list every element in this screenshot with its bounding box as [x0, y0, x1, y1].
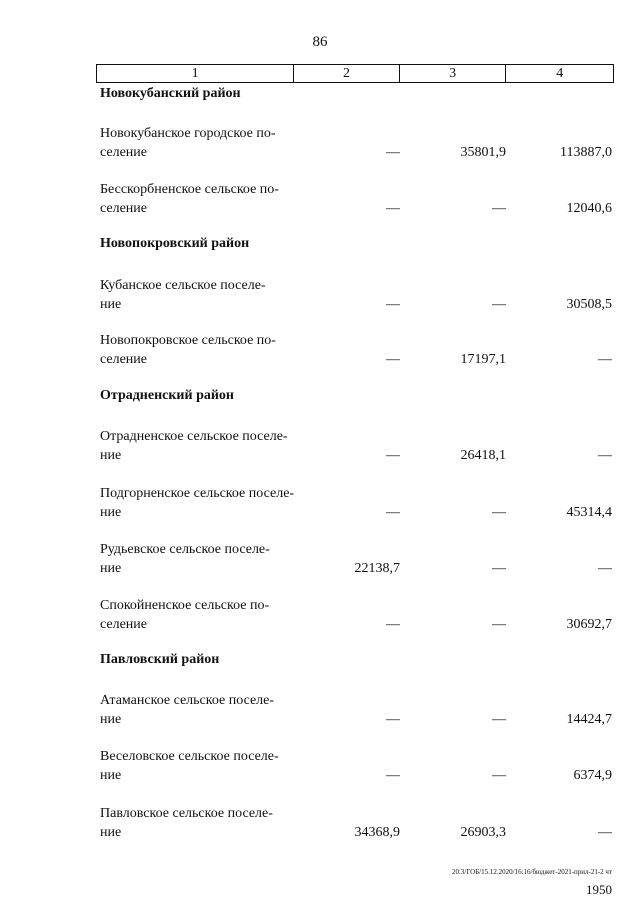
- cell-col-4: —: [598, 561, 612, 576]
- cell-col-2: —: [386, 712, 400, 727]
- district-heading: Новокубанский район: [100, 86, 241, 101]
- cell-col-3: 26903,3: [460, 825, 506, 840]
- table-row: [0, 484, 640, 524]
- settlement-name: Рудьевское сельское поселе- ние: [100, 542, 270, 576]
- page-number: 86: [312, 34, 328, 50]
- settlement-name: Атаманское сельское поселе- ние: [100, 693, 275, 727]
- cell-col-2: 22138,7: [354, 561, 400, 576]
- district-heading: Новопокровский район: [100, 236, 250, 251]
- cell-col-3: —: [492, 617, 506, 632]
- district-heading: Отрадненский район: [100, 388, 234, 403]
- settlement-name: Спокойненское сельское по- селение: [100, 598, 270, 632]
- settlement-name: Новопокровское сельское по- селение: [100, 333, 276, 367]
- cell-col-3: —: [492, 561, 506, 576]
- cell-col-2: —: [386, 448, 400, 463]
- cell-col-2: —: [386, 297, 400, 312]
- cell-col-4: 30508,5: [566, 297, 612, 312]
- table-row: [0, 180, 640, 220]
- cell-col-4: 45314,4: [566, 505, 612, 520]
- cell-col-3: 26418,1: [460, 448, 506, 463]
- cell-col-2: —: [386, 768, 400, 783]
- cell-col-3: 35801,9: [460, 145, 506, 160]
- cell-col-2: —: [386, 145, 400, 160]
- cell-col-2: —: [386, 505, 400, 520]
- cell-col-2: —: [386, 617, 400, 632]
- table-row: [0, 124, 640, 164]
- cell-col-3: —: [492, 201, 506, 216]
- settlement-name: Павловское сельское поселе- ние: [100, 806, 273, 840]
- settlement-name: Отрадненское сельское поселе- ние: [100, 429, 288, 463]
- sheet-number: 1950: [586, 882, 612, 897]
- cell-col-2: —: [386, 352, 400, 367]
- cell-col-3: —: [492, 768, 506, 783]
- header-col-1: 1: [97, 65, 294, 82]
- table-row: [0, 747, 640, 787]
- table-row: [0, 691, 640, 731]
- settlement-name: Подгорненское сельское поселе- ние: [100, 486, 295, 520]
- cell-col-2: —: [386, 201, 400, 216]
- district-heading: Павловский район: [100, 652, 220, 667]
- table-row: [0, 331, 640, 371]
- settlement-name: Новокубанское городское по- селение: [100, 126, 276, 160]
- cell-col-4: 113887,0: [560, 145, 612, 160]
- cell-col-4: 12040,6: [566, 201, 612, 216]
- cell-col-3: —: [492, 297, 506, 312]
- document-code: 20.3/ГОБ/15.12.2020/16:16/бюджет-2021-прил-21-2 чт: [452, 868, 612, 876]
- settlement-name: Веселовское сельское поселе- ние: [100, 749, 279, 783]
- cell-col-3: —: [492, 505, 506, 520]
- cell-col-4: —: [598, 448, 612, 463]
- settlement-name: Кубанское сельское поселе- ние: [100, 278, 266, 312]
- cell-col-3: 17197,1: [460, 352, 506, 367]
- table-row: [0, 804, 640, 844]
- cell-col-4: —: [598, 352, 612, 367]
- cell-col-4: 6374,9: [573, 768, 612, 783]
- table-row: [0, 540, 640, 580]
- table-row: [0, 276, 640, 316]
- cell-col-2: 34368,9: [354, 825, 400, 840]
- table-row: [0, 427, 640, 467]
- cell-col-4: 14424,7: [566, 712, 612, 727]
- cell-col-4: 30692,7: [566, 617, 612, 632]
- header-col-3: 3: [400, 65, 507, 82]
- cell-col-3: —: [492, 712, 506, 727]
- cell-col-4: —: [598, 825, 612, 840]
- header-col-2: 2: [294, 65, 400, 82]
- table-row: [0, 596, 640, 636]
- settlement-name: Бесскорбненское сельское по- селение: [100, 182, 279, 216]
- header-col-4: 4: [556, 66, 564, 81]
